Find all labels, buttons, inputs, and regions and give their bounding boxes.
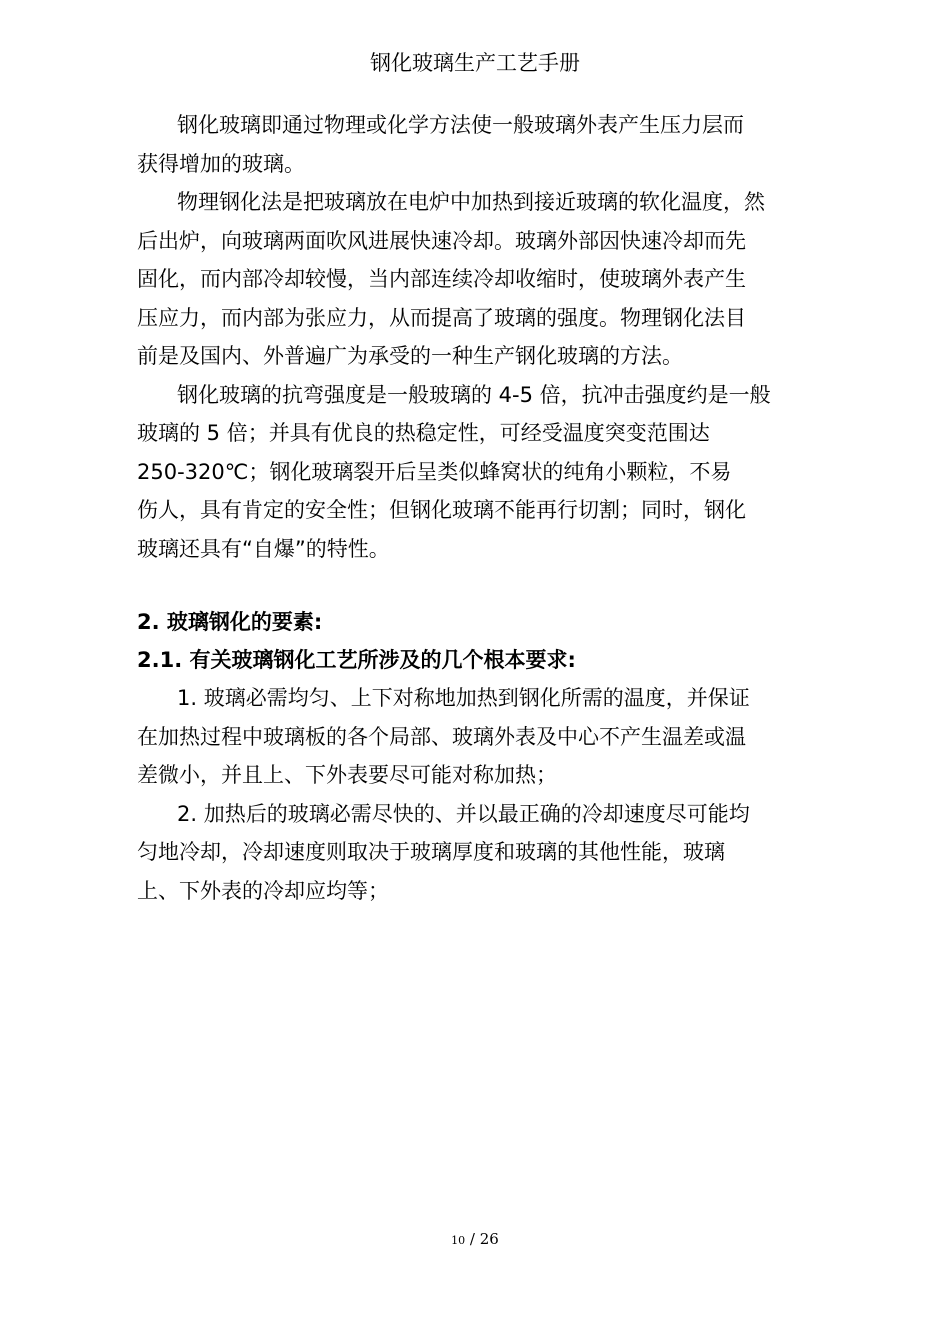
text-line: 玻璃的 5 倍；并具有优良的热稳定性，可经受温度突变范围达 (137, 421, 710, 445)
text-line: 250-320℃；钢化玻璃裂开后呈类似蜂窝状的纯角小颗粒，不易 (137, 459, 732, 484)
page-number (0, 1228, 950, 1252)
text-line: 钢化玻璃即通过物理或化学方法使一般玻璃外表产生压力层而 (177, 113, 744, 137)
paragraph-physical-tempering (137, 183, 837, 376)
section-heading: 2. 玻璃钢化的要素: (137, 610, 323, 634)
text-line: 后出炉，向玻璃两面吹风进展快速冷却。玻璃外部因快速冷却而先 (137, 228, 746, 253)
current-page: 10 (451, 1234, 466, 1247)
document-body (137, 106, 837, 910)
list-item (137, 795, 837, 911)
text-line: 上、下外表的冷却应均等； (137, 878, 389, 903)
page-separator: / (469, 1230, 475, 1248)
paragraph-properties (137, 376, 837, 569)
text-line: 前是及国内、外普遍广为承受的一种生产钢化玻璃的方法。 (137, 344, 683, 368)
text-line: 1. 玻璃必需均匀、上下对称地加热到钢化所需的温度，并保证 (177, 686, 750, 710)
text-line: 玻璃还具有“自爆”的特性。 (137, 536, 390, 561)
text-line: 在加热过程中玻璃板的各个局部、玻璃外表及中心不产生温差或温 (137, 724, 746, 749)
text-line: 钢化玻璃的抗弯强度是一般玻璃的 4-5 倍，抗冲击强度约是一般 (177, 382, 771, 407)
text-line: 伤人，具有肯定的安全性；但钢化玻璃不能再行切割；同时，钢化 (137, 498, 746, 522)
text-line: 压应力，而内部为张应力，从而提高了玻璃的强度。物理钢化法目 (137, 305, 746, 330)
text-line: 获得增加的玻璃。 (137, 151, 305, 176)
total-pages: 26 (479, 1230, 499, 1248)
subsection-heading: 2.1. 有关玻璃钢化工艺所涉及的几个根本要求: (137, 648, 576, 672)
paragraph-intro (137, 106, 837, 183)
text-line: 差微小，并且上、下外表要尽可能对称加热； (137, 763, 557, 787)
list-item (137, 679, 837, 795)
text-line: 物理钢化法是把玻璃放在电炉中加热到接近玻璃的软化温度，然 (177, 190, 765, 214)
page-title: 钢化玻璃生产工艺手册 (370, 51, 580, 75)
text-line: 匀地冷却，冷却速度则取决于玻璃厚度和玻璃的其他性能，玻璃 (137, 840, 725, 864)
text-line: 2. 加热后的玻璃必需尽快的、并以最正确的冷却速度尽可能均 (177, 801, 750, 826)
text-line: 固化，而内部冷却较慢，当内部连续冷却收缩时，使玻璃外表产生 (137, 267, 746, 291)
